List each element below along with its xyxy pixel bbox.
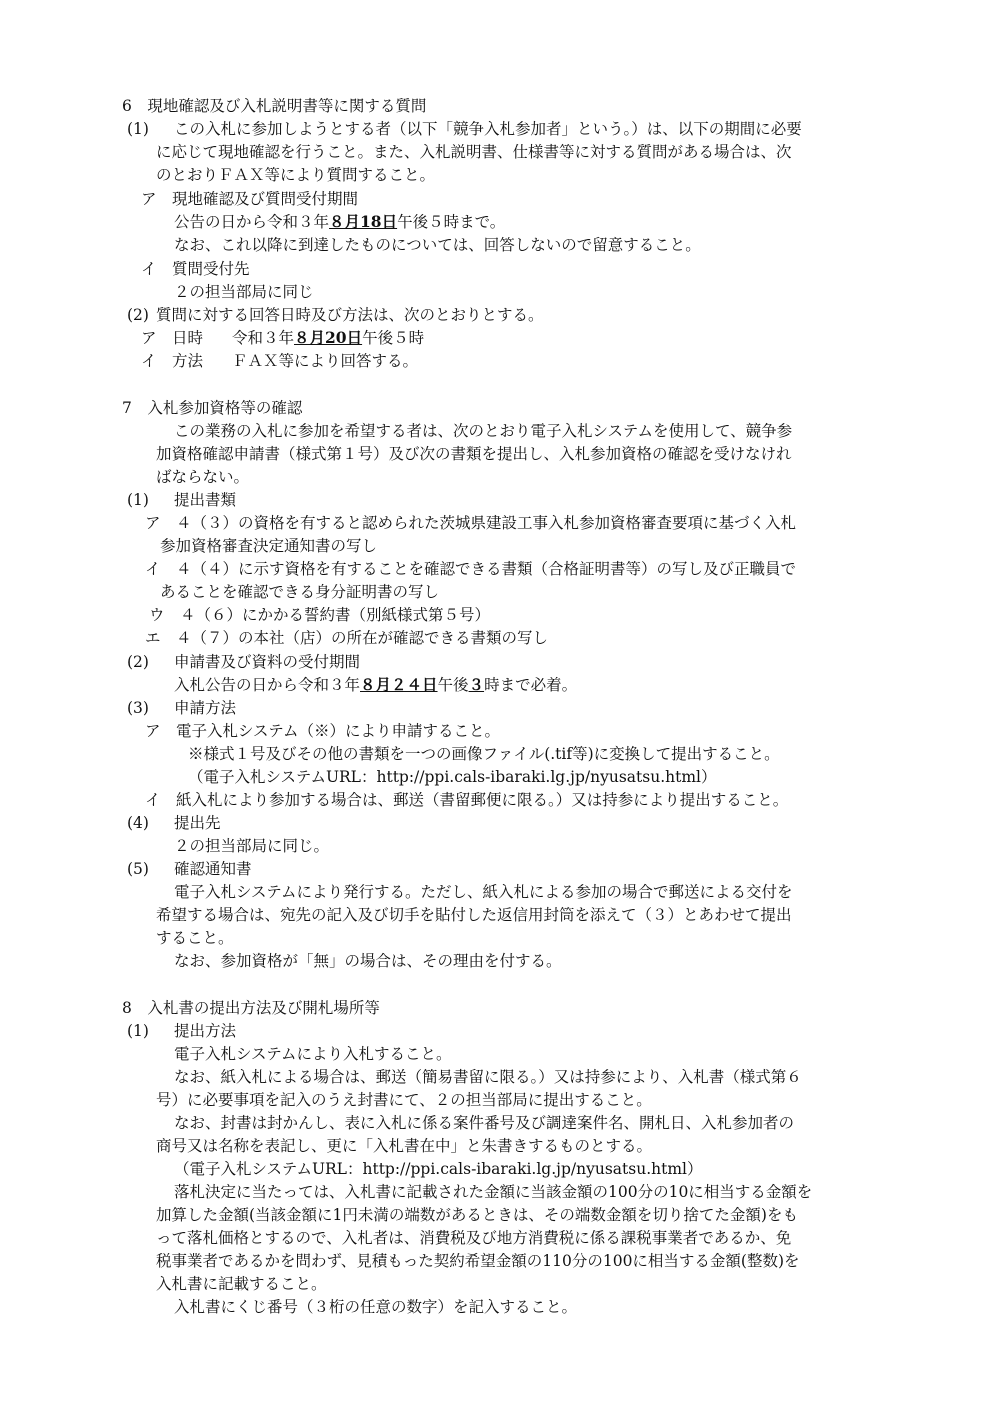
s7-p1-u: ウ ４（６）にかかる誓約書（別紙様式第５号） xyxy=(149,606,491,624)
s6-answer-date: ８月20日 xyxy=(294,328,363,347)
s8-p1-line-4: なお、封書は封かんし、表に入札に係る案件番号及び調達案件名、開札日、入札参加者の xyxy=(174,1114,795,1132)
s7-p2-title: 申請書及び資料の受付期間 xyxy=(174,653,361,671)
s8-p1-url: （電子入札システムURL：http://ppi.cals-ibaraki.lg.jp/nyusatsu.html） xyxy=(174,1160,703,1178)
s6-p2-i-text: ＦＡＸ等により回答する。 xyxy=(232,352,419,370)
s8-p1-line-7: 加算した金額(当該金額に1円未満の端数があるときは、その端数金額を切り捨てた金額)をも xyxy=(156,1206,798,1224)
s7-p1-a-line-1: ア ４（３）の資格を有すると認められた茨城県建設工事入札参加資格審査要項に基づく入札 xyxy=(145,514,797,532)
s8-p1-line-5: 商号又は名称を表記し、更に「入札書在中」と朱書きするものとする。 xyxy=(156,1137,653,1155)
s7-p3-i: イ 紙入札により参加する場合は、郵送（書留郵便に限る。）又は持参により提出すること。 xyxy=(145,791,789,809)
s7-p4-number: (4) xyxy=(127,814,149,832)
s7-p2-mid: 午後 xyxy=(437,676,469,694)
s6-a-line-1-pre: 公告の日から令和３年 xyxy=(174,213,330,231)
s7-p2-post: 時まで必着。 xyxy=(484,676,578,694)
s6-a-line-1 xyxy=(174,211,505,233)
s6-a-line-1-post: 午後５時まで。 xyxy=(397,213,506,231)
s8-p1-number: (1) xyxy=(127,1022,149,1040)
s6-p2-number: (2) xyxy=(127,306,149,324)
s8-p1-line-3: 号）に必要事項を記入のうえ封書にて、２の担当部局に提出すること。 xyxy=(156,1091,652,1109)
s6-a-line-2: なお、これ以降に到達したものについては、回答しないので留意すること。 xyxy=(174,236,701,254)
s7-p3-title: 申請方法 xyxy=(174,699,237,717)
s7-intro-line-1: この業務の入札に参加を希望する者は、次のとおり電子入札システムを使用して、競争参 xyxy=(174,422,793,440)
s7-p1-i-line-2: あることを確認できる身分証明書の写し xyxy=(160,583,440,601)
s7-p5-line-2: 希望する場合は、宛先の記入及び切手を貼付した返信用封筒を添えて（３）とあわせて提出 xyxy=(156,906,792,924)
s6-p1-number: (1) xyxy=(127,120,149,138)
s7-p5-line-1: 電子入札システムにより発行する。ただし、紙入札による参加の場合で郵送による交付を xyxy=(174,883,793,901)
s6-question-deadline-date: ８月18日 xyxy=(329,212,398,231)
s6-p1-line-2: に応じて現地確認を行うこと。また、入札説明書、仕様書等に対する質問がある場合は、次 xyxy=(156,143,792,161)
s7-p5-title: 確認通知書 xyxy=(174,860,252,878)
s7-p3-number: (3) xyxy=(127,699,149,717)
s7-p2-pre: 入札公告の日から令和３年 xyxy=(174,676,361,694)
s7-p3-a: ア 電子入札システム（※）により申請すること。 xyxy=(145,722,500,740)
s8-p1-line-2: なお、紙入札による場合は、郵送（簡易書留に限る。）又は持参により、入札書（様式第６ xyxy=(174,1068,802,1086)
s6-i-label: イ 質問受付先 xyxy=(141,260,250,278)
s7-p1-title: 提出書類 xyxy=(174,491,237,509)
s7-p3-note: ※様式１号及びその他の書類を一つの画像ファイル(.tif等)に変換して提出すること。 xyxy=(188,745,780,763)
s6-p2-a-pre: 令和３年 xyxy=(232,329,295,347)
s7-p1-a-line-2: 参加資格審査決定通知書の写し xyxy=(160,537,378,555)
s7-p3-url: （電子入札システムURL：http://ppi.cals-ibaraki.lg.jp/nyusatsu.html） xyxy=(188,768,717,786)
s7-p5-line-3: すること。 xyxy=(156,929,234,947)
s7-p2-text xyxy=(174,674,577,696)
s8-p1-title: 提出方法 xyxy=(174,1022,237,1040)
s8-p1-line-11: 入札書にくじ番号（３桁の任意の数字）を記入すること。 xyxy=(174,1298,578,1316)
s7-p4-text: ２の担当部局に同じ。 xyxy=(174,837,330,855)
section-7-heading: 7 入札参加資格等の確認 xyxy=(122,399,303,417)
s7-p4-title: 提出先 xyxy=(174,814,221,832)
s7-p1-number: (1) xyxy=(127,491,149,509)
s8-p1-line-9: 税事業者であるかを問わず、見積もった契約希望金額の110分の100に相当する金額(整数)を xyxy=(156,1252,800,1270)
s8-p1-line-6: 落札決定に当たっては、入札書に記載された金額に当該金額の100分の10に相当する金額を xyxy=(174,1183,813,1201)
s6-a-label: ア 現地確認及び質問受付期間 xyxy=(141,190,359,208)
s6-p2-a-post: 午後５時 xyxy=(362,329,425,347)
s6-p1-line-3: のとおりＦＡＸ等により質問すること。 xyxy=(156,166,436,184)
section-8-heading: 8 入札書の提出方法及び開札場所等 xyxy=(122,999,380,1017)
s6-p2-text: 質問に対する回答日時及び方法は、次のとおりとする。 xyxy=(156,306,544,324)
s6-p2-a-value xyxy=(232,327,424,349)
s7-intro-line-2: 加資格確認申請書（様式第１号）及び次の書類を提出し、入札参加資格の確認を受けなけれ xyxy=(156,445,792,463)
s7-p1-i-line-1: イ ４（４）に示す資格を有することを確認できる書類（合格証明書等）の写し及び正職員で xyxy=(145,560,797,578)
s7-p2-number: (2) xyxy=(127,653,149,671)
s6-p1-line-1: この入札に参加しようとする者（以下「競争入札参加者」という。）は、以下の期間に必要 xyxy=(174,120,802,138)
s8-p1-line-8: って落札価格とするので、入札者は、消費税及び地方消費税に係る課税事業者であるか、免 xyxy=(156,1229,792,1247)
s7-p5-number: (5) xyxy=(127,860,149,878)
s7-p1-e: エ ４（７）の本社（店）の所在が確認できる書類の写し xyxy=(145,629,549,647)
s6-p2-i-label: イ 方法 xyxy=(141,352,204,370)
s8-p1-line-10: 入札書に記載すること。 xyxy=(156,1275,327,1293)
s8-p1-line-1: 電子入札システムにより入札すること。 xyxy=(174,1045,452,1063)
s7-application-deadline-hour: ３ xyxy=(468,675,485,694)
s7-p5-line-4: なお、参加資格が「無」の場合は、その理由を付する。 xyxy=(174,952,562,970)
s7-application-deadline-date: ８月２４日 xyxy=(360,675,438,694)
section-6-heading: 6 現地確認及び入札説明書等に関する質問 xyxy=(122,97,427,115)
s6-p2-a-label: ア 日時 xyxy=(141,329,204,347)
s6-i-line-1: ２の担当部局に同じ xyxy=(174,283,314,301)
s7-intro-line-3: ばならない。 xyxy=(156,468,250,486)
